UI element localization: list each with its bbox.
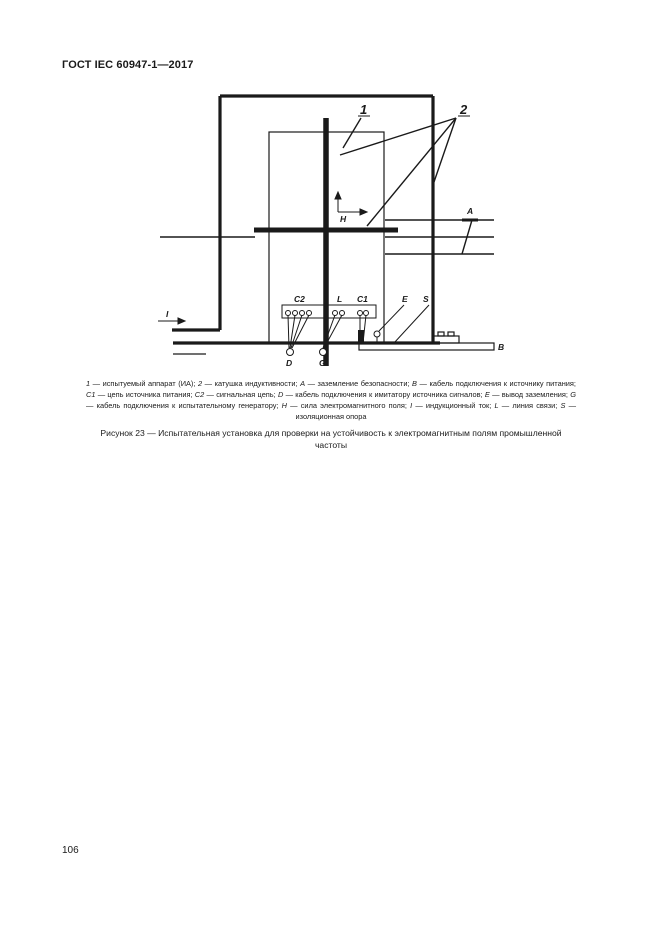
field-strength-arrows	[335, 192, 367, 215]
legend-entry: C2 — сигнальная цепь;	[194, 390, 278, 399]
label-S: S	[423, 294, 429, 304]
label-B: B	[498, 342, 505, 352]
label-item-1: 1	[360, 102, 368, 117]
label-L: L	[337, 294, 343, 304]
label-I: I	[166, 309, 169, 319]
legend-entry: H — сила электромагнитного поля;	[281, 401, 411, 410]
label-H: H	[340, 214, 347, 224]
power-input-block	[358, 330, 364, 343]
ground-plane	[173, 343, 440, 354]
legend-entry: L — линия связи;	[494, 401, 561, 410]
legend-entry: I — индукционный ток;	[410, 401, 495, 410]
label-A: A	[467, 206, 474, 216]
connector-G	[320, 349, 327, 356]
legend-entry: 1 — испытуемый аппарат (ИА);	[86, 379, 198, 388]
label-E: E	[402, 294, 408, 304]
label-C2: C2	[294, 294, 305, 304]
safety-ground-cable	[385, 220, 494, 254]
figure-legend	[86, 378, 576, 422]
legend-entry: 2 — катушка индуктивности;	[198, 379, 301, 388]
legend-entry: D — кабель подключения к имитатору источника сигналов;	[277, 390, 485, 399]
label-C1: C1	[357, 294, 368, 304]
legend-entry: A — заземление безопасности;	[300, 379, 413, 388]
figure-caption: Рисунок 23 — Испытательная установка для проверки на устойчивость к электромагнитным полям промышленной частоты	[100, 428, 562, 450]
legend-entry: C1 — цепь источника питания;	[86, 390, 195, 399]
label-D: D	[286, 358, 293, 368]
induced-current-arrow	[158, 318, 185, 324]
legend-entry: E — вывод заземления;	[484, 390, 571, 399]
page-number: 106	[62, 845, 79, 856]
coil-pointer-lines	[340, 118, 456, 226]
label-item-2: 2	[460, 102, 468, 117]
legend-entry: G — кабель подключения к испытательному генератору;	[86, 390, 576, 410]
legend-entry: S — изоляционная опора	[295, 401, 576, 421]
ground-terminal	[374, 305, 429, 343]
test-setup-figure	[0, 0, 661, 400]
label-G: G	[319, 358, 326, 368]
document-code-header: ГОСТ IEC 60947-1—2017	[62, 59, 194, 71]
connector-D	[287, 349, 294, 356]
legend-entry: B — кабель подключения к источнику питания;	[412, 379, 576, 388]
